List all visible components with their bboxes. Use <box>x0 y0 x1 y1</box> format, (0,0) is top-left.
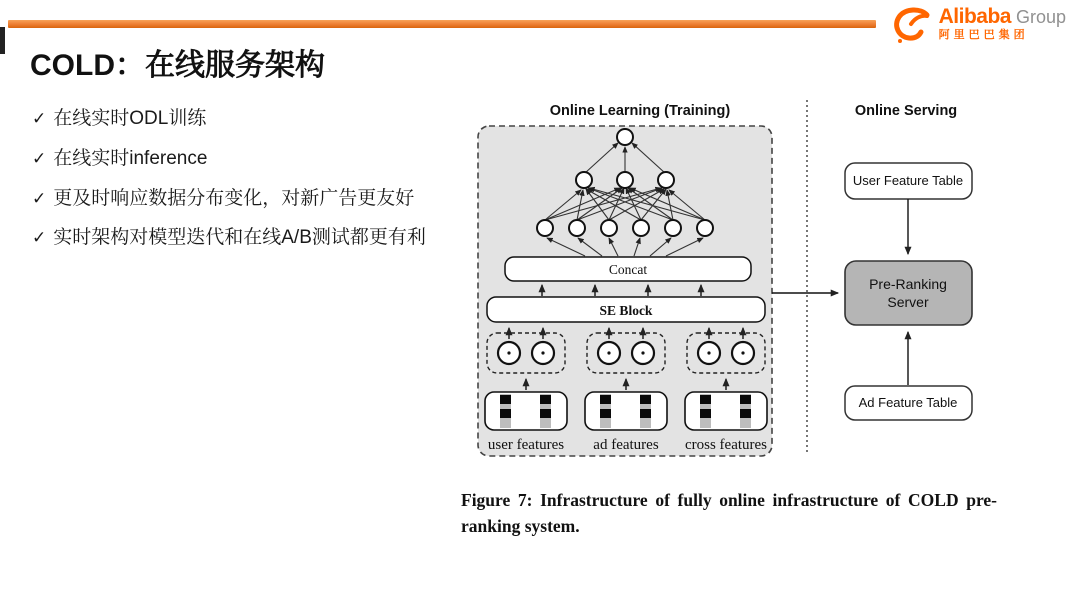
page-title: COLD：在线服务架构 <box>30 49 325 82</box>
pre-ranking-server-box <box>845 261 972 325</box>
bullet-text: 更及时响应数据分布变化，对新广告更友好 <box>53 187 415 209</box>
output-node <box>617 129 633 145</box>
user-feature-table-label: User Feature Table <box>852 173 964 188</box>
serving-column <box>845 163 972 420</box>
pre-ranking-server-label-1: Pre-Ranking <box>869 276 947 292</box>
check-icon: ✓ <box>32 148 47 168</box>
logo-suffix: Group <box>1015 7 1066 27</box>
concat-label: Concat <box>608 262 648 277</box>
logo-subtext: 阿里巴巴集团 <box>938 29 1029 41</box>
serving-section-label: Online Serving <box>854 103 958 119</box>
se-block-label: SE Block <box>599 303 653 318</box>
figure-caption: Figure 7: Infrastructure of fully online infrastructure of COLD pre-ranking system. <box>461 490 997 537</box>
cross-features-label: cross features <box>684 437 768 453</box>
user-features-label: user features <box>487 437 565 453</box>
logo-brand: Alibaba <box>938 5 1011 28</box>
check-icon: ✓ <box>32 109 47 128</box>
check-icon: ✓ <box>32 228 47 248</box>
check-icon: ✓ <box>32 188 47 208</box>
ad-features-label: ad features <box>593 437 659 453</box>
training-section-label: Online Learning (Training) <box>549 103 731 119</box>
ad-feature-table-label: Ad Feature Table <box>858 395 958 410</box>
pre-ranking-server-label-2: Server <box>887 294 929 310</box>
bullet-text: 在线实时inference <box>53 147 208 169</box>
bullet-text: 在线实时ODL训练 <box>53 108 207 129</box>
bullet-text: 实时架构对模型迭代和在线A/B测试都更有利 <box>53 227 426 249</box>
